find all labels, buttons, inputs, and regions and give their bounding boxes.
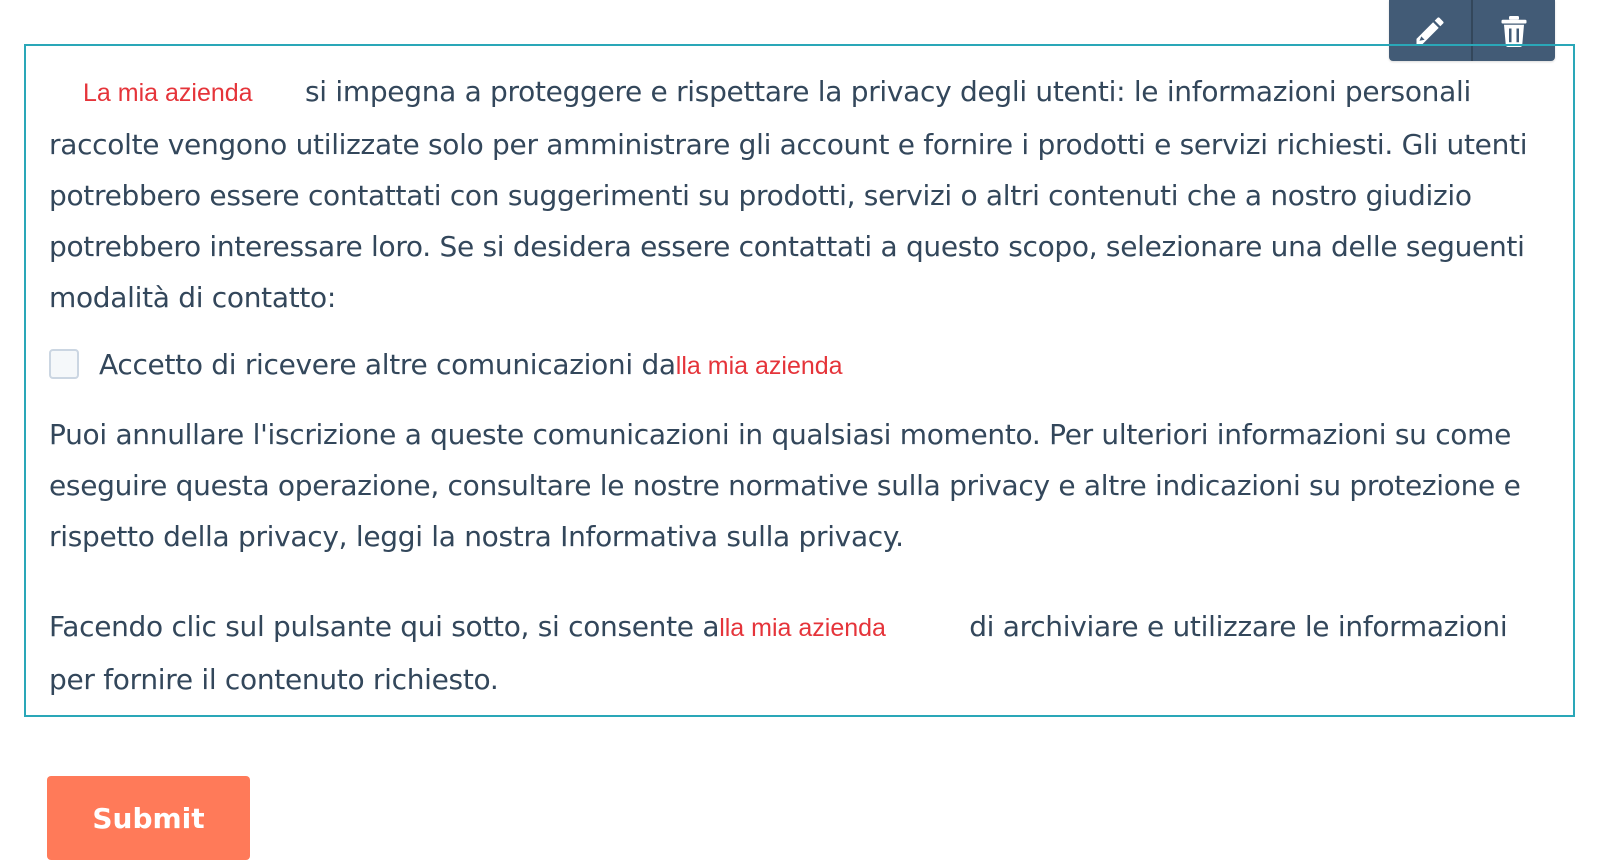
company-token: La mia azienda [83, 79, 253, 107]
trash-icon [1499, 14, 1529, 48]
submit-button[interactable]: Submit [47, 776, 250, 860]
consent-label[interactable] [99, 348, 843, 381]
storage-consent-text-before: Facendo clic sul pulsante qui sotto, si consente a [49, 610, 720, 643]
unsubscribe-paragraph: Puoi annullare l'iscrizione a queste comunicazioni in qualsiasi momento. Per ulteriori informazioni su come eseguire questa operazione, consultare le nostre normative sulla privacy e altre indicazioni su protezione e rispetto della privacy, leggi la nostra Informativa sulla privacy. [49, 418, 1521, 553]
company-token: lla mia azienda [719, 614, 886, 642]
privacy-paragraph-text: si impegna a proteggere e rispettare la privacy degli utenti: le informazioni personali raccolte vengono utilizzate solo per amministrare gli account e fornire i prodotti e servizi richiesti. Gli utenti potrebbero essere contattati con suggerimenti su prodotti, servizi o altri contenuti che a nostro giudizio potrebbero interessare loro. Se si desidera essere contattati a questo scopo, selezionare una delle seguenti modalità di contatto: [49, 75, 1528, 314]
consent-checkbox[interactable] [49, 349, 79, 379]
company-token: lla mia azienda [675, 351, 843, 380]
privacy-paragraph [49, 66, 1559, 323]
storage-consent-text-after: di archiviare e utilizzare le informazioni per fornire il contenuto richiesto. [49, 610, 1508, 696]
consent-label-text: Accetto di ricevere altre comunicazioni da [99, 347, 676, 381]
gdpr-module[interactable] [24, 44, 1575, 717]
storage-consent-paragraph [49, 601, 1559, 705]
consent-row [49, 344, 843, 384]
